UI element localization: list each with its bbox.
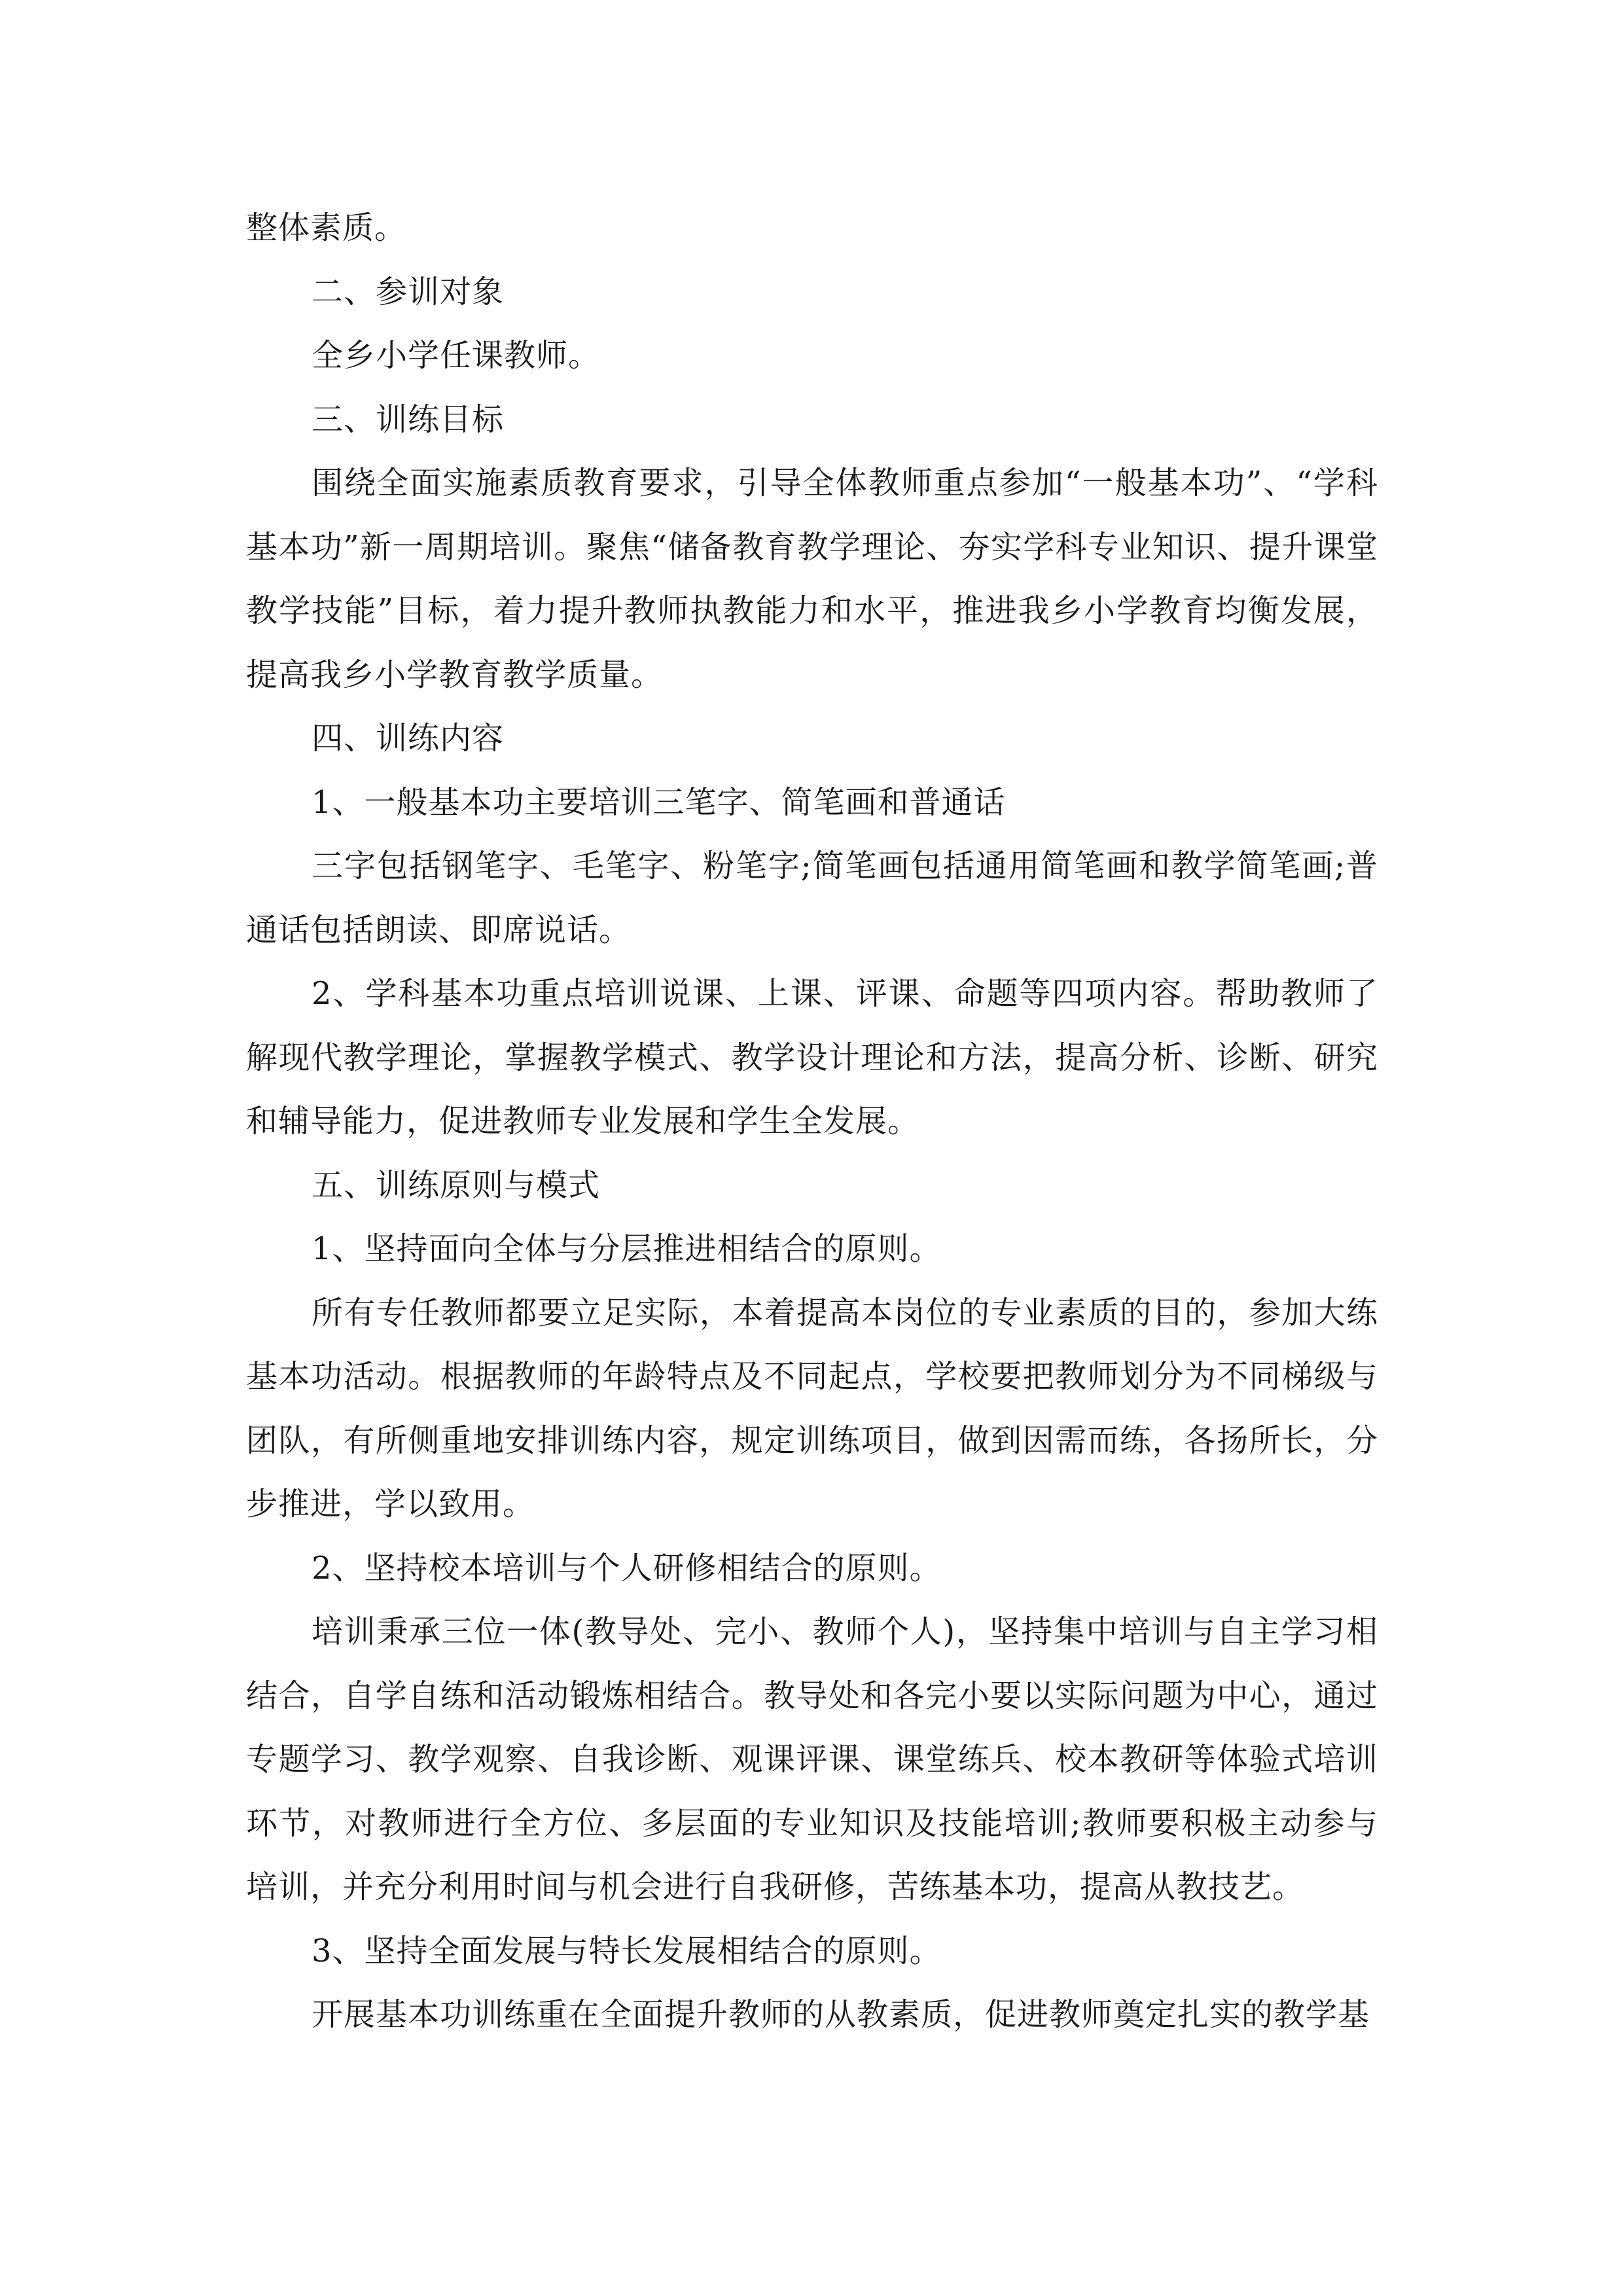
paragraph-principle-3: 开展基本功训练重在全面提升教师的从教素质，促进教师奠定扎实的教学基 xyxy=(312,1996,1370,2033)
subheading-principle-2: 2、坚持校本培训与个人研修相结合的原则。 xyxy=(312,1549,942,1587)
paragraph-participants: 全乡小学任课教师。 xyxy=(312,337,601,374)
paragraph-principle-2: 培训秉承三位一体(教导处、完小、教师个人)，坚持集中培训与自主学习相结合，自学自练和活动锻炼相结合。教导处和各完小要以实际问题为中心，通过专题学习、教学观察、自我诊断、观课评课、课堂练兵、校本教研等体验式培训环节，对教师进行全方位、多层面的专业知识及技能培训;教师要积极主动参与培训，并充分利用时间与机会进行自我研修，苦练基本功，提高从教技艺。 xyxy=(246,1613,1378,1905)
subheading-principle-1: 1、坚持面向全体与分层推进相结合的原则。 xyxy=(312,1230,942,1267)
paragraph-principle-1: 所有专任教师都要立足实际，本着提高本岗位的专业素质的目的，参加大练基本功活动。根据教师的年龄特点及不同起点，学校要把教师划分为不同梯级与团队，有所侧重地安排训练内容，规定训练项目，做到因需而练，各扬所长，分步推进，学以致用。 xyxy=(246,1294,1378,1522)
paragraph-subject-skills: 2、学科基本功重点培训说课、上课、评课、命题等四项内容。帮助教师了解现代教学理论，掌握教学模式、教学设计理论和方法，提高分析、诊断、研究和辅导能力，促进教师专业发展和学生全发展。 xyxy=(246,975,1378,1139)
subheading-general-skills: 1、一般基本功主要培训三笔字、简笔画和普通话 xyxy=(312,783,1006,821)
paragraph-general-skills: 三字包括钢笔字、毛笔字、粉笔字;简笔画包括通用简笔画和教学简笔画;普通话包括朗读、即席说话。 xyxy=(246,848,1378,948)
section-heading-principles: 五、训练原则与模式 xyxy=(312,1166,601,1204)
paragraph-continuation: 整体素质。 xyxy=(246,209,407,246)
document-body xyxy=(246,196,1378,2047)
section-heading-goals: 三、训练目标 xyxy=(312,401,505,438)
section-heading-content: 四、训练内容 xyxy=(312,720,505,757)
subheading-principle-3: 3、坚持全面发展与特长发展相结合的原则。 xyxy=(312,1932,942,1969)
paragraph-goals: 围绕全面实施素质教育要求，引导全体教师重点参加“一般基本功”、“学科基本功”新一周期培训。聚焦“储备教育教学理论、夯实学科专业知识、提升课堂教学技能”目标，着力提升教师执教能力和水平，推进我乡小学教育均衡发展，提高我乡小学教育教学质量。 xyxy=(246,465,1378,693)
section-heading-participants: 二、参训对象 xyxy=(312,273,505,310)
